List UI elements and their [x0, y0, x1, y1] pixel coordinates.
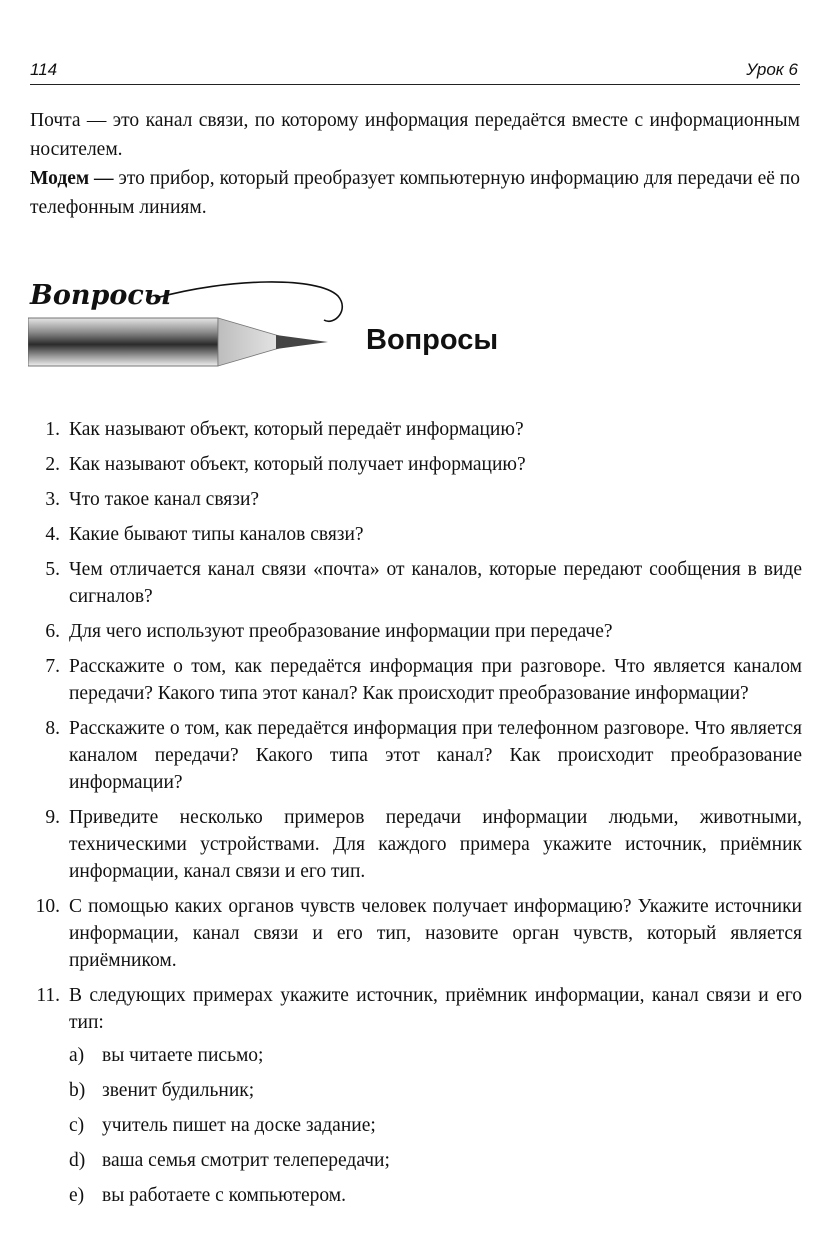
question-item	[30, 618, 802, 645]
subitems-list	[69, 1042, 802, 1217]
term-modem: Модем —	[30, 168, 114, 189]
question-number: 2.	[45, 454, 60, 475]
question-item	[30, 416, 802, 443]
question-item	[30, 804, 802, 885]
question-number: 7.	[45, 656, 60, 677]
subitem-letter: b)	[69, 1080, 86, 1101]
question-item	[30, 982, 802, 1217]
pencil-tip-icon	[276, 335, 328, 349]
subitem	[69, 1077, 802, 1112]
question-text: Расскажите о том, как передаётся информация при разговоре. Что является каналом передачи? Какого типа этот канал? Как происходит преобразование информации?	[69, 656, 802, 704]
page-header	[30, 56, 800, 85]
subitem	[69, 1182, 802, 1217]
subitem-letter: c)	[69, 1115, 85, 1136]
subitem-letter: d)	[69, 1150, 86, 1171]
subitem-text: вы читаете письмо;	[102, 1045, 264, 1066]
question-number: 9.	[45, 807, 60, 828]
page-number: 114	[30, 60, 58, 79]
question-item	[30, 653, 802, 707]
subitem-text: ваша семья смотрит телепередачи;	[102, 1150, 390, 1171]
section-heading: Вопросы	[366, 324, 499, 356]
question-number: 3.	[45, 489, 60, 510]
subitem-text: звенит будильник;	[102, 1080, 255, 1101]
question-item	[30, 556, 802, 610]
question-number: 5.	[45, 559, 60, 580]
subitem	[69, 1042, 802, 1077]
pencil-body	[28, 318, 218, 366]
script-label: Вопросы	[30, 280, 172, 311]
question-number: 1.	[45, 419, 60, 440]
question-number: 8.	[45, 718, 60, 739]
question-text: В следующих примерах укажите источник, приёмник информации, канал связи и его тип:	[69, 985, 802, 1033]
subitem-text: вы работаете с компьютером.	[102, 1185, 347, 1206]
question-number: 6.	[45, 621, 60, 642]
paragraph-mail: Почта — это канал связи, по которому информация передаётся вместе с информационным носителем.	[30, 110, 800, 160]
subitem-letter: e)	[69, 1185, 85, 1206]
question-text: Приведите несколько примеров передачи информации людьми, животными, техническими устройствами. Для каждого примера укажите источник, приёмник информации, канал связи и его тип.	[69, 807, 802, 882]
definition-modem: это прибор, который преобразует компьютерную информацию для передачи её по телефонным линиям.	[30, 168, 800, 218]
question-text: Расскажите о том, как передаётся информация при телефонном разговоре. Что является каналом передачи? Какого типа этот канал? Как происходит преобразование информации?	[69, 718, 802, 793]
questions-list	[30, 416, 802, 1225]
question-item	[30, 893, 802, 974]
question-text: Чем отличается канал связи «почта» от каналов, которые передают сообщения в виде сигналов?	[69, 559, 802, 607]
question-text: Какие бывают типы каналов связи?	[69, 524, 364, 545]
curved-line	[156, 282, 342, 321]
question-text: Что такое канал связи?	[69, 489, 260, 510]
subitem-letter: a)	[69, 1045, 85, 1066]
question-text: Для чего используют преобразование информации при передаче?	[69, 621, 613, 642]
question-item	[30, 521, 802, 548]
questions-pencil-banner	[28, 268, 358, 378]
paragraph-modem	[30, 164, 800, 222]
question-number: 10.	[35, 896, 60, 917]
question-text: С помощью каких органов чувств человек получает информацию? Укажите источники информации, канал связи и его тип, назовите орган чувств, который является приёмником.	[69, 896, 802, 971]
subitem	[69, 1147, 802, 1182]
question-number: 11.	[36, 985, 60, 1006]
question-text: Как называют объект, который получает информацию?	[69, 454, 526, 475]
section-title: Урок 6	[746, 60, 798, 79]
subitem	[69, 1112, 802, 1147]
question-item	[30, 715, 802, 796]
subitem-text: учитель пишет на доске задание;	[102, 1115, 376, 1136]
question-number: 4.	[45, 524, 60, 545]
question-item	[30, 451, 802, 478]
question-item	[30, 486, 802, 513]
question-text: Как называют объект, который передаёт информацию?	[69, 419, 524, 440]
